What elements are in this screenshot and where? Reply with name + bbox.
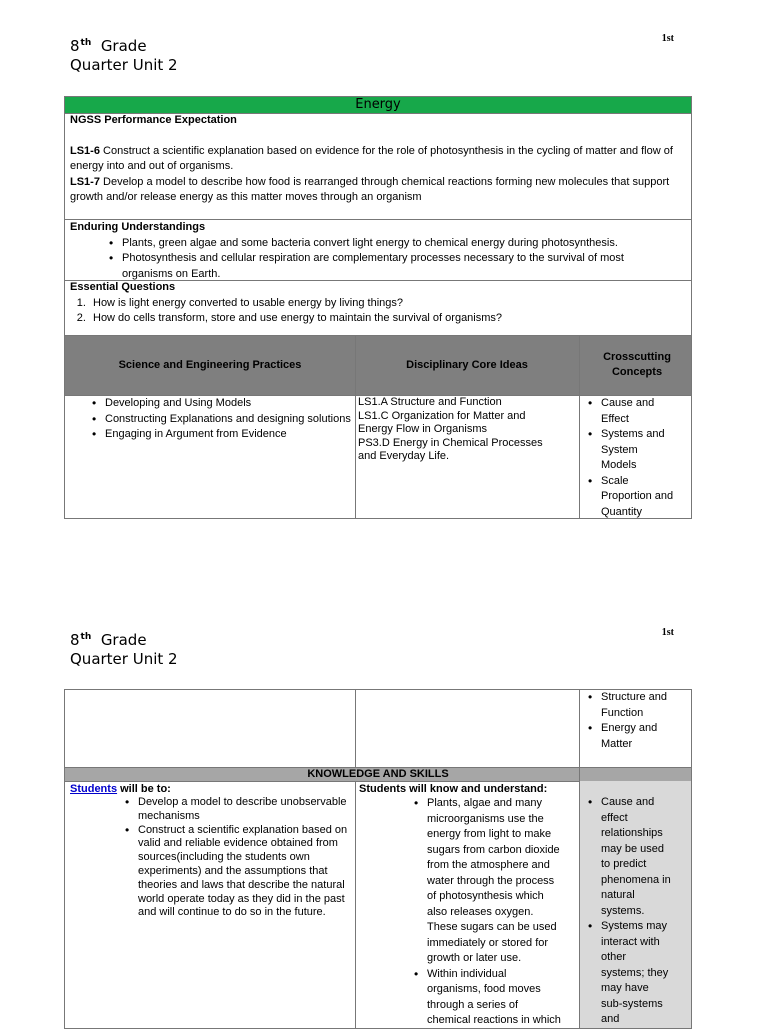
dci-item: LS1.C Organization for Matter and Energy Flow in Organisms <box>358 409 526 435</box>
eq-item: 2. How do cells transform, store and use energy to maintain the survival of organisms? <box>89 311 691 327</box>
grade-suffix: th <box>80 38 92 48</box>
cc-item: • Structure and Function <box>585 690 675 721</box>
grade-number: 8 <box>70 37 80 55</box>
page-header: 8th Grade Quarter Unit 2 <box>70 631 178 668</box>
cc-list <box>585 396 691 520</box>
grade-word: Grade <box>100 37 147 55</box>
cc-cont-list <box>585 690 691 752</box>
ks-cc-col <box>580 781 691 1028</box>
students-link[interactable]: Students <box>70 783 118 795</box>
essential-questions <box>65 280 691 327</box>
dci-item: LS1.A Structure and Function <box>358 396 502 408</box>
cc-item: • Scale Proportion and Quantity <box>585 474 675 521</box>
quarter-label: 1st <box>661 627 674 638</box>
skill-item: • Develop a model to describe unobservable mechanisms <box>122 796 352 824</box>
energy-title: Energy <box>65 97 691 114</box>
know-item: • Plants, algae and many microorganisms use the energy from light to make sugars from carbon dioxide from the atmosphere and water through the process of photosynthesis which also releases oxygen. These sugars can be used immediately or stored for growth or later use. <box>411 796 561 967</box>
eq-label: Essential Questions <box>70 281 176 293</box>
dci-list <box>358 396 558 464</box>
pe-ls1-6: LS1-6 Construct a scientific explanation based on evidence for the role of photosynthesis in the cycling of matter and flow of energy into and out of organisms. <box>70 144 673 172</box>
continued-table <box>64 689 692 1029</box>
cc-item: • Cause and Effect <box>585 396 661 427</box>
page-2 <box>0 594 768 1024</box>
cc-item: • Energy and Matter <box>585 721 667 752</box>
energy-box <box>64 96 692 336</box>
sep-item: • Developing and Using Models <box>89 396 351 412</box>
sep-item: • Engaging in Argument from Evidence <box>89 427 351 443</box>
eu-label: Enduring Understandings <box>70 221 206 233</box>
header-cc: Crosscutting Concepts <box>603 351 671 378</box>
quarter-label: 1st <box>661 33 674 44</box>
eu-item: • Photosynthesis and cellular respiration are complementary processes necessary to the survival of most organisms on Earth. <box>106 251 651 282</box>
cc-item: • Cause and effect relationships may be used to predict phenomena in natural systems. <box>585 795 671 919</box>
standards-table <box>64 336 692 519</box>
table-header-row <box>65 336 691 396</box>
know-col <box>359 782 577 1029</box>
sep-item: • Constructing Explanations and designing solutions <box>89 412 351 428</box>
enduring-understandings <box>65 220 691 282</box>
know-label: Students will know and understand: <box>359 783 548 795</box>
dci-item: PS3.D Energy in Chemical Processes and Everyday Life. <box>358 436 543 462</box>
ngss-label: NGSS Performance Expectation <box>70 114 237 126</box>
know-item: • Within individual organisms, food moves through a series of chemical reactions in which <box>411 967 561 1029</box>
cc-item: • Systems may interact with other systems; they may have sub-systems and <box>585 919 671 1028</box>
cc-item: • Systems and System Models <box>585 427 675 474</box>
skills-col: Students will be to: • Develop a model to describe unobservable mechanisms • Construct a scientific explanation based on valid and reliable evidence obtained from sources(including the students own experiments) and the assumptions that theories and laws that describe the natural world operate today as they did in the past and will continue to do so in the future. <box>70 782 352 920</box>
header-sep: Science and Engineering Practices <box>118 359 302 371</box>
ks-title: KNOWLEDGE AND SKILLS <box>65 767 691 782</box>
skill-item: • Construct a scientific explanation based on valid and reliable evidence obtained from sources(including the students own experiments) and the assumptions that theories and laws that describe the natural world operate today as they did in the past and will continue to do so in the future. <box>122 824 352 921</box>
ngss-section <box>65 113 691 206</box>
pe-ls1-7: LS1-7 Develop a model to describe how food is rearranged through chemical reactions forming new molecules that support growth and/or release energy as this matter moves through an organism <box>70 175 670 203</box>
sep-list <box>89 396 351 443</box>
eu-item: • Plants, green algae and some bacteria convert light energy to chemical energy during photosynthesis. <box>106 236 651 252</box>
eq-item: 1. How is light energy converted to usable energy by living things? <box>89 296 691 312</box>
unit-title: Quarter Unit 2 <box>70 56 178 74</box>
header-dci: Disciplinary Core Ideas <box>406 359 528 371</box>
page-header <box>70 34 178 75</box>
